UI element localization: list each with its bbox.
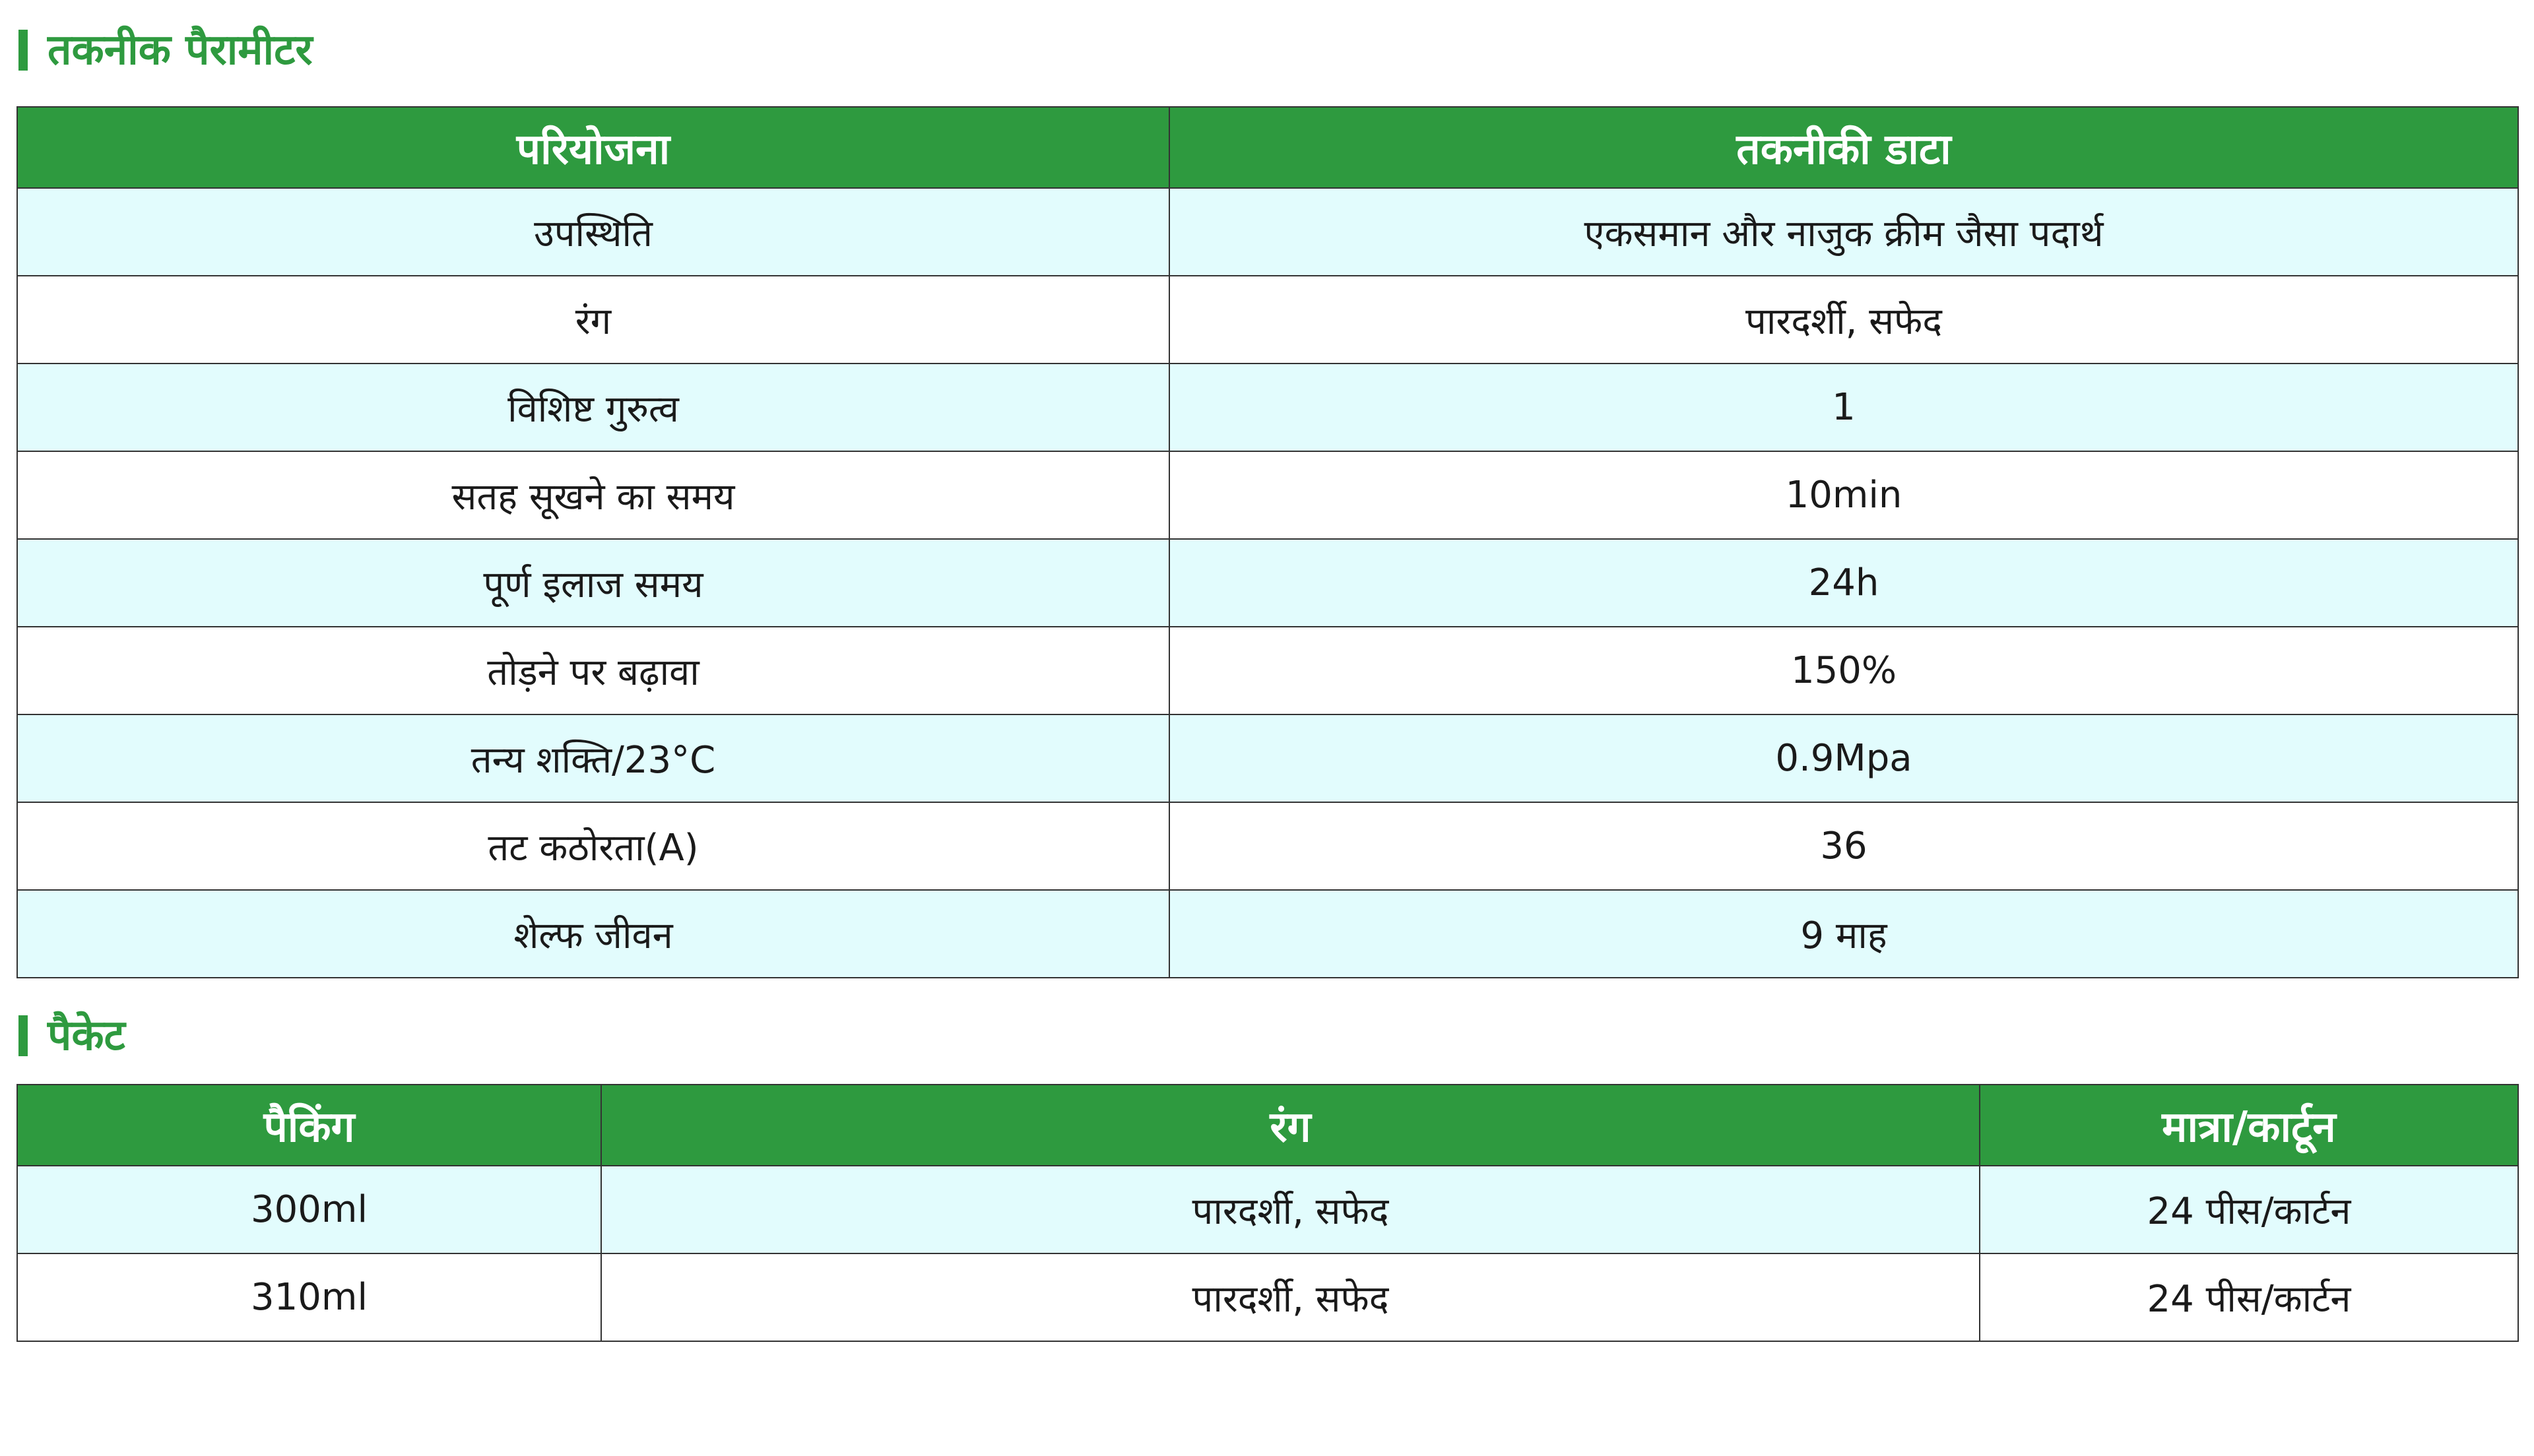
- row-item: रंग: [17, 276, 1169, 364]
- row-item: तोड़ने पर बढ़ावा: [17, 627, 1169, 714]
- row-value: 9 माह: [1169, 890, 2518, 978]
- row-value: 10min: [1169, 451, 2518, 539]
- row-value: 36: [1169, 802, 2518, 890]
- table-row: [17, 539, 2518, 627]
- column-header-technical-data: तकनीकी डाटा: [1169, 107, 2518, 188]
- color-cell: पारदर्शी, सफेद: [601, 1253, 1980, 1341]
- title-accent-bar: [18, 1015, 28, 1056]
- title-accent-bar: [18, 30, 28, 71]
- color-cell: पारदर्शी, सफेद: [601, 1166, 1980, 1253]
- table-row: [17, 1166, 2518, 1253]
- technical-parameters-table: [16, 106, 2519, 978]
- table-row: [17, 627, 2518, 714]
- quantity-cell: 24 पीस/कार्टन: [1980, 1166, 2518, 1253]
- column-header-project: परियोजना: [17, 107, 1169, 188]
- row-item: शेल्फ जीवन: [17, 890, 1169, 978]
- packaging-title-text: पैकेट: [48, 1011, 125, 1060]
- row-value: 24h: [1169, 539, 2518, 627]
- row-value: 0.9Mpa: [1169, 714, 2518, 802]
- row-item: उपस्थिति: [17, 188, 1169, 276]
- technical-title-text: तकनीक पैरामीटर: [48, 26, 313, 75]
- column-header-quantity: मात्रा/कार्टून: [1980, 1085, 2518, 1166]
- row-value: पारदर्शी, सफेद: [1169, 276, 2518, 364]
- table-header-row: [17, 107, 2518, 188]
- packaging-section-title: [18, 1011, 125, 1060]
- table-row: [17, 890, 2518, 978]
- row-value: 150%: [1169, 627, 2518, 714]
- packaging-table: [16, 1084, 2519, 1342]
- packing-cell: 300ml: [17, 1166, 601, 1253]
- row-item: विशिष्ट गुरुत्व: [17, 364, 1169, 451]
- quantity-cell: 24 पीस/कार्टन: [1980, 1253, 2518, 1341]
- row-item: सतह सूखने का समय: [17, 451, 1169, 539]
- row-value: 1: [1169, 364, 2518, 451]
- packing-cell: 310ml: [17, 1253, 601, 1341]
- technical-section-title: [18, 26, 313, 75]
- table-row: [17, 364, 2518, 451]
- column-header-color: रंग: [601, 1085, 1980, 1166]
- row-item: पूर्ण इलाज समय: [17, 539, 1169, 627]
- table-row: [17, 276, 2518, 364]
- row-item: तट कठोरता(A): [17, 802, 1169, 890]
- table-row: [17, 802, 2518, 890]
- table-row: [17, 714, 2518, 802]
- table-header-row: [17, 1085, 2518, 1166]
- row-value: एकसमान और नाजुक क्रीम जैसा पदार्थ: [1169, 188, 2518, 276]
- table-row: [17, 451, 2518, 539]
- table-row: [17, 188, 2518, 276]
- row-item: तन्य शक्ति/23°C: [17, 714, 1169, 802]
- column-header-packing: पैकिंग: [17, 1085, 601, 1166]
- table-row: [17, 1253, 2518, 1341]
